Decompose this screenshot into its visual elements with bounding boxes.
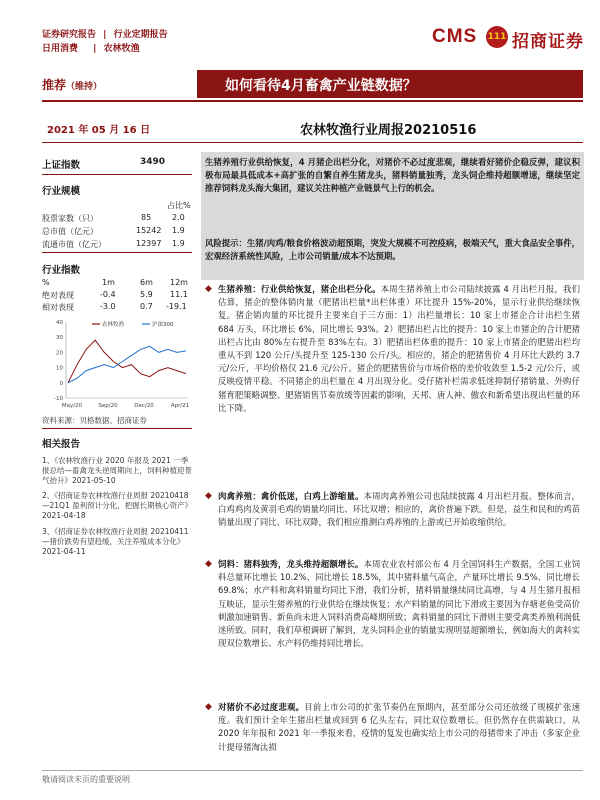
industry-scale-title: 行业规模 — [42, 186, 81, 197]
row-pct: 1.9 — [172, 226, 185, 235]
row-value: 12397 — [136, 239, 162, 248]
col-header: 6m — [140, 278, 153, 287]
index-value: 3490 — [140, 157, 166, 167]
performance-title: 行业指数 — [42, 265, 81, 276]
related-reports — [42, 436, 192, 450]
section-text: 本周肉禽养殖公司也陆续披露 4 月出栏月报。整体而言，白鸡鸡肉及黄羽毛鸡的销量均同比、环比双增；相应的，禽价普遍下跌。但是，益生和民和的鸡苗销量出现了同比、环比双降，我们相应推测白鸡养殖的上游或已开始收缩供给。 — [218, 491, 581, 528]
x-tick-label: May/20 — [61, 403, 83, 409]
industry-label: 农林牧渔 — [103, 44, 140, 54]
related-item[interactable] — [42, 456, 192, 486]
x-tick-label: Dec/20 — [134, 403, 154, 409]
header-sector: 日用消费 | 农林牧渔 — [42, 44, 140, 54]
report-name: 农林牧渔行业周报20210516 — [300, 123, 477, 138]
row-pct: 1.9 — [172, 239, 185, 248]
cms-logo — [432, 24, 584, 50]
table-row — [42, 226, 192, 238]
section-text: 本周农业农村部公布 4 月全国饲料生产数据，全国工业饲料总量环比增长 10.2%、同比增长 18.5%，其中猪料量气高企，产量环比增长 9.5%、同比增长 69.8%；水产料和禽料销量均同比下滑，我们分析，猪料销量继续同比高增，与 4 月生猪月报相互映证，显示生猪养殖的行业供给在继续恢复；水产料销量的同比下滑或主要因为存塘老鱼受高价刺激加速销售、新鱼尚未进入饲料消费高峰期所致；禽料销量的同比下滑则主要受禽类养殖利润低迷所致。同时，我们草根调研了解到，龙头饲料企业的销量实现明显超额增长，例如海大的禽料实现双位数增长、水产料仍维持同比增长。 — [218, 559, 581, 649]
row-value: 15242 — [136, 226, 162, 235]
col-header: % — [42, 278, 50, 287]
series-line — [68, 340, 186, 383]
report-date: 2021 年 05 月 16 日 — [47, 125, 151, 136]
performance-table — [42, 278, 192, 318]
y-tick-label: 40 — [56, 320, 63, 326]
industry-scale — [42, 183, 192, 197]
section-text: 目前上市公司的扩张节奏仍在预期内，甚至部分公司还放缓了规模扩张速度。我们预计全年生猪出栏量或回到 6 亿头左右，同比双位数增长。但仍然存在供需缺口，从 2020 年年报和 2021 年一季报来看，疫情的复发也确实给上市公司的母猪带来了冲击（多家企业计提母猪淘汰损 — [218, 702, 580, 752]
report-subcategory: 行业定期报告 — [113, 30, 168, 40]
table-row — [42, 239, 192, 251]
index-row — [42, 157, 192, 171]
row-label: 相对表现 — [42, 303, 74, 312]
row-label: 总市值（亿元） — [42, 227, 98, 236]
row-pct: 2.0 — [172, 213, 185, 222]
bullet-icon: ◆ — [205, 491, 212, 501]
bullet-icon: ◆ — [205, 284, 212, 294]
bullet-icon: ◆ — [205, 559, 212, 569]
rating-sub: （维持） — [66, 82, 103, 92]
bullet-icon: ◆ — [205, 702, 212, 712]
table-row — [42, 278, 192, 290]
table-row — [42, 302, 192, 314]
sidebar-divider — [42, 428, 192, 429]
related-item[interactable] — [42, 527, 192, 557]
y-tick-label: 0 — [59, 380, 63, 387]
footer-note: 敬请阅读末页的重要说明 — [42, 775, 130, 784]
performance-chart — [42, 316, 192, 412]
related-text: 3、《招商证券农林牧渔行业周报 20210411—猪价跌势有望趋缓，关注养殖成本分化》 — [42, 527, 189, 546]
row-value: -0.4 — [100, 290, 116, 299]
legend-label: 农林牧渔 — [102, 322, 125, 328]
row-value: 11.1 — [170, 290, 188, 299]
pct-header: 占比% — [167, 201, 191, 210]
y-tick-label: 10 — [56, 365, 63, 372]
section-head: 肉禽养殖：禽价低迷，白鸡上游缩量。 — [218, 491, 364, 501]
header-divider — [42, 100, 583, 102]
performance — [42, 262, 192, 276]
related-title: 相关报告 — [42, 439, 81, 450]
rating — [42, 76, 102, 93]
title-banner — [197, 70, 583, 98]
related-item[interactable] — [42, 491, 192, 521]
row-value: -3.0 — [100, 302, 116, 311]
footer-divider — [42, 770, 583, 771]
logo-mark-icon: 111 — [486, 26, 508, 48]
report-title: 如何看待4月畜禽产业链数据？ — [225, 78, 417, 94]
section-head: 饲料：猪料独秀，龙头维持超额增长。 — [218, 559, 364, 569]
sector-label: 日用消费 — [42, 44, 79, 54]
chart-source: 资料来源：贝格数据、招商证券 — [42, 416, 147, 425]
related-text: 2、《招商证券农林牧渔行业周报 20210418—21Q1 盈利预计分化，把握长期核心资产》 — [42, 491, 193, 510]
y-tick-label: -10 — [54, 396, 63, 402]
report-category: 证券研究报告 — [42, 30, 97, 40]
x-tick-label: Apr/21 — [170, 403, 190, 409]
series-line — [68, 346, 186, 383]
table-row — [42, 213, 192, 225]
y-tick-label: 20 — [56, 350, 63, 357]
row-label: 股票家数（只） — [42, 214, 98, 223]
legend-label: 沪深300 — [152, 322, 174, 328]
industry-scale-header — [42, 200, 192, 212]
y-tick-label: 30 — [56, 335, 63, 342]
sidebar-divider — [42, 252, 192, 253]
body-section-hog — [218, 283, 580, 415]
body-section-price — [218, 701, 580, 767]
row-label: 流通市值（亿元） — [42, 240, 106, 249]
x-tick-label: Sep/20 — [98, 403, 118, 409]
section-head: 生猪养殖：行业供给恢复，猪企出栏分化。 — [218, 284, 381, 294]
row-value: 5.9 — [140, 290, 153, 299]
header-report-type: 证券研究报告 | 行业定期报告 — [42, 30, 168, 40]
related-date: 2021-04-11 — [42, 547, 86, 556]
col-header: 1m — [102, 278, 115, 287]
industry-scale-table — [42, 213, 192, 253]
body-section-poultry — [218, 490, 580, 530]
row-value: 85 — [141, 213, 152, 222]
logo-text-cn: 招商证券 — [512, 32, 584, 52]
row-value: -19.1 — [166, 302, 187, 311]
sidebar-divider — [42, 174, 192, 175]
row-value: 0.7 — [140, 302, 153, 311]
related-date: 2021-05-10 — [72, 476, 116, 485]
date-divider — [42, 142, 583, 143]
logo-text-en: CMS — [432, 26, 478, 47]
summary-text: 生猪养殖行业供给恢复，4 月猪企出栏分化，对猪价不必过度悲观，继续看好猪价企稳反弹，建议积极布局最具低成本+高扩张的自繁自养生猪龙头，猪料销量独秀，龙头饲企维持超额增速，继续坚定推荐饲料龙头海大集团，建议关注种植产业链景气上行的机会。 — [205, 157, 580, 194]
table-row — [42, 290, 192, 302]
risk-text: 风险提示：生猪/肉鸡/粮食价格波动超预期，突发大规模不可控疫病，极端天气，重大食品安全事件，宏观经济系统性风险，上市公司销量/成本不达预期。 — [205, 238, 580, 262]
index-label: 上证指数 — [42, 160, 81, 171]
section-text: 本周生猪养殖上市公司陆续披露 4 月出栏月报，我们估算，猪企的整体销肉量（肥猪出栏量*出栏体重）环比提升 15%-20%，显示行业供给继续恢复。猪企销肉量的环比提升主要来自于三方面：1）出栏量增长：10 家上市猪企合计出栏生猪 684 万头，环比增长 6%，同比增长 93%。2）肥猪出栏占比的提升：10 家上市猪企的合计肥猪出栏占比由 80%左右提升至 83%左右。3）肥猪出栏体重的提升：10 家上市猪企的肥猪出栏均重从不到 120 公斤/头提升至 125-130 公斤/头。相应的，猪企的肥猪售价 4 月环比大跌约 3.7 元/公斤，平均价格仅 21.6 元/公斤。猪企的肥猪售价与市场价格的差价收敛至 1.5-2 元/公斤，或反映疫情平稳。不同猪企的出栏量在 4 月出现分化。受仔猪补栏需求低迷抑制仔猪销量、外购仔猪育肥策略调整、肥猪销售节奏放缓等因素的影响，天邦、唐人神、傲农和新希望出现出栏量的环比下降。 — [218, 284, 580, 413]
col-header: 12m — [170, 278, 188, 287]
related-text: 1、《农林牧渔行业 2020 年报及 2021 一季报总结—畜禽龙头逆周期向上，饲料种植迎景气抬升》 — [42, 456, 192, 485]
related-date: 2021-04-18 — [42, 511, 86, 520]
body-section-feed — [218, 558, 580, 650]
row-label: 绝对表现 — [42, 291, 74, 300]
rating-label: 推荐 — [42, 78, 67, 92]
section-head: 对猪价不必过度悲观。 — [218, 702, 305, 712]
